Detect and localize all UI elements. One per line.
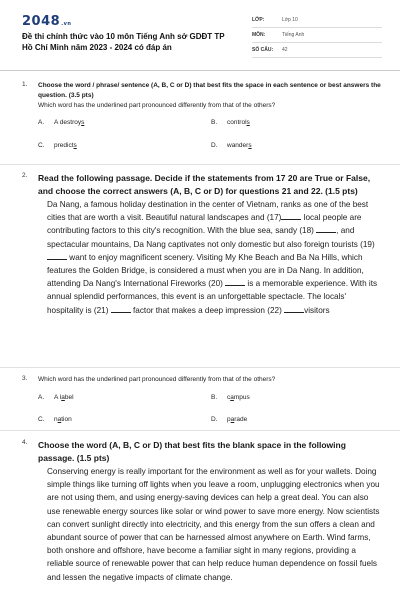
answer-options <box>38 394 382 430</box>
meta-row-class <box>252 13 382 28</box>
underlined-part: a <box>57 416 62 423</box>
question-number: 2. <box>22 172 28 179</box>
passage-segment: , and spectacular mountains, Da Nang captivates not only domestic but also foreign tourists (19) <box>47 226 375 249</box>
underlined-part: s <box>81 119 85 126</box>
option-letter: C. <box>38 416 45 423</box>
question-text: Which word has the underlined part pronounced differently from that of the others? <box>38 376 276 383</box>
option-c[interactable] <box>38 416 72 423</box>
question-number: 1. <box>22 81 28 88</box>
option-text: c <box>227 394 231 401</box>
blank-17[interactable] <box>281 212 301 220</box>
question-number: 3. <box>22 375 28 382</box>
blank-20[interactable] <box>225 278 245 286</box>
option-text-end: tion <box>61 416 72 423</box>
meta-key: LỚP: <box>252 17 265 23</box>
question-2 <box>22 172 382 317</box>
question-instruction: Read the following passage. Decide if the statements from 17 20 are True or False, and choose the correct answers (A, B, C or D) for questions 21 and 22. (1.5 pts) <box>38 173 371 196</box>
meta-key: MÔN: <box>252 32 266 38</box>
blank-19[interactable] <box>47 252 67 260</box>
option-text: wander <box>227 142 249 149</box>
passage-segment: factor that makes a deep impression (22) <box>130 305 285 315</box>
underlined-part: s <box>73 142 77 149</box>
answer-options <box>38 119 382 159</box>
option-c[interactable] <box>38 142 77 149</box>
question-text: Which word has the underlined part pronounced differently from that of the others? <box>38 102 276 109</box>
reading-passage <box>38 198 382 317</box>
passage-segment: visitors <box>304 305 330 315</box>
underlined-part: s <box>248 142 252 149</box>
underlined-part: a <box>230 394 234 401</box>
option-text: control <box>227 119 247 126</box>
reading-passage: Conserving energy is really important for the environment as well as for your wallets. Doing simple things like turning off lights when you leave a room, unplugging electronics when you are not using them, and using energy-saving devices can help a great deal. You can also use renewable energy sources like solar or wind power to save more energy. Now scientists can convert sunlight directly into electricity, and this energy from the sun offers a clean and abundant source of power that can be harnessed almost anywhere on Earth. Wind farms, both onshore and offshore, have become a familiar sight in many regions, providing a reliable source of renewable power that can help reduce human dependence on fossil fuels and lessen the negative impacts of climate change. <box>47 467 380 582</box>
passage-segment: local people are contributing factors to this city's recognition. With the blue sea, sandy (18) <box>47 213 362 236</box>
meta-value: Lớp 10 <box>282 17 298 23</box>
logo-main: 2048 <box>22 14 61 29</box>
meta-row-subject <box>252 28 382 43</box>
meta-value: 42 <box>282 47 288 53</box>
passage-segment: want to enjoy magnificent scenery. Visiting My Khe Beach and Ba Na Hills, which features the Golden Bridge, is considered a must when you are in Da Nang. In addition, attending Da Nang's International Fireworks (20) <box>47 252 364 289</box>
option-text: A l <box>54 394 62 401</box>
option-letter: D. <box>211 416 218 423</box>
option-text: p <box>227 416 231 423</box>
option-text: A destroy <box>54 119 82 126</box>
logo-sub: .vn <box>61 21 72 27</box>
option-text: n <box>54 416 58 423</box>
option-b[interactable] <box>211 119 250 126</box>
option-text-end: rade <box>234 416 248 423</box>
meta-value: Tiếng Anh <box>282 32 305 38</box>
blank-21[interactable] <box>111 305 131 313</box>
section-divider <box>0 430 400 431</box>
option-letter: A. <box>38 394 45 401</box>
option-letter: B. <box>211 394 218 401</box>
question-3 <box>22 375 382 430</box>
page-header <box>0 0 400 64</box>
meta-key: SỐ CÂU: <box>252 47 274 53</box>
option-d[interactable] <box>211 142 252 149</box>
question-instruction: Choose the word (A, B, C or D) that best fits the blank space in the following passage. (1.5 pts) <box>38 440 346 463</box>
question-1 <box>22 81 382 159</box>
option-a[interactable] <box>38 394 74 401</box>
option-text: predict <box>54 142 74 149</box>
passage-segment: is a memorable experience. With its annual splendid performances, this event is an unforgettable spectacle. The locals' hospitality is (21) <box>47 279 378 315</box>
underlined-part: a <box>61 394 65 401</box>
document-title: Đề thi chính thức vào 10 môn Tiếng Anh sở GDĐT TP Hồ Chí Minh năm 2023 - 2024 có đáp án <box>22 32 225 52</box>
option-d[interactable] <box>211 416 247 423</box>
underlined-part: a <box>230 416 235 423</box>
option-letter: A. <box>38 119 45 126</box>
option-letter: C. <box>38 142 45 149</box>
section-divider <box>0 367 400 368</box>
question-number: 4. <box>22 439 28 446</box>
site-logo[interactable] <box>22 14 71 29</box>
blank-22[interactable] <box>284 305 304 313</box>
meta-table <box>252 13 382 58</box>
passage-segment: Da Nang, a famous holiday destination in the center of Vietnam, ranks as one of the best cities that are worth a visit. Beautiful natural landscapes and (17) <box>47 200 369 223</box>
option-a[interactable] <box>38 119 84 126</box>
underlined-part: s <box>246 119 250 126</box>
option-letter: B. <box>211 119 218 126</box>
meta-row-count <box>252 43 382 58</box>
option-text-end: bel <box>64 394 74 401</box>
option-b[interactable] <box>211 394 250 401</box>
question-instruction: Choose the word / phrase/ sentence (A, B, C or D) that best fits the space in each sentence or best answers the question. (3.5 pts) <box>38 82 381 99</box>
option-text-end: mpus <box>233 394 250 401</box>
header-divider <box>0 70 400 71</box>
option-letter: D. <box>211 142 218 149</box>
blank-18[interactable] <box>316 225 336 233</box>
section-divider <box>0 164 400 165</box>
question-4 <box>22 439 382 584</box>
